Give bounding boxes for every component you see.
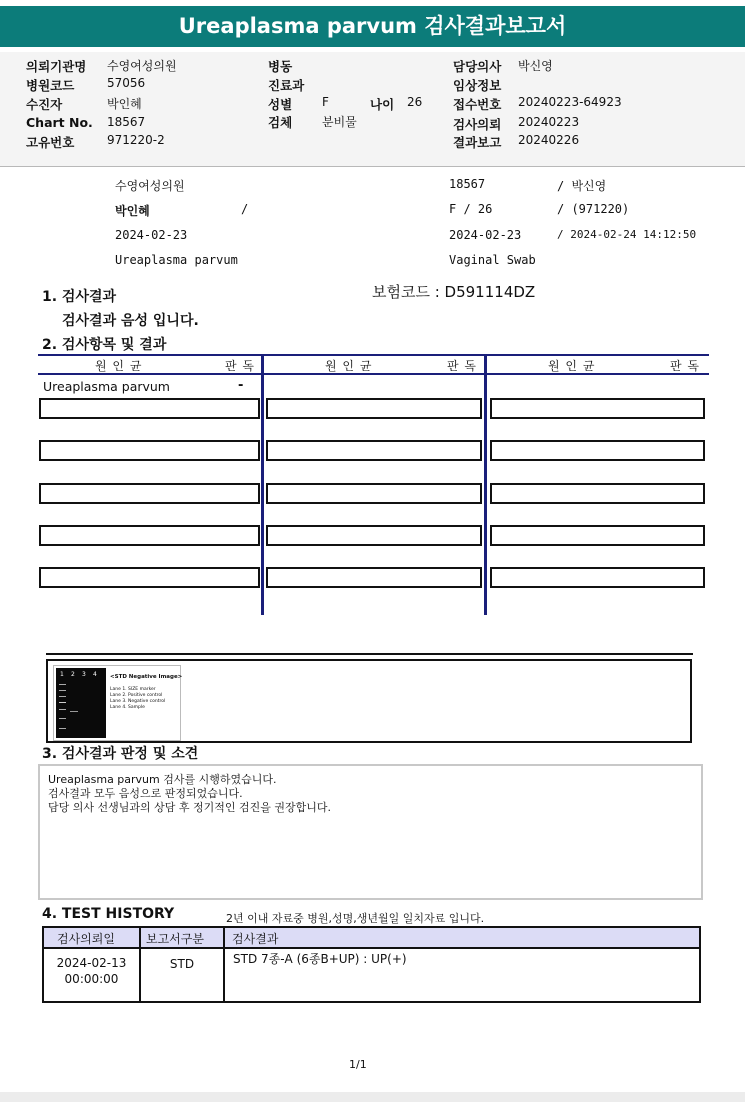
history-header-date: 검사의뢰일 bbox=[57, 932, 115, 946]
label-chart-no: Chart No. bbox=[26, 115, 93, 130]
result-box bbox=[266, 525, 482, 546]
history-header-result: 검사결과 bbox=[232, 932, 279, 946]
result-box bbox=[266, 483, 482, 504]
lane-number: 2 bbox=[71, 671, 75, 678]
gel-lanes bbox=[56, 668, 106, 738]
value-hospital-code: 57056 bbox=[107, 76, 146, 90]
section-4-heading: 4. TEST HISTORY bbox=[42, 906, 175, 922]
value-unique-no: 971220-2 bbox=[107, 133, 165, 147]
result-statement: 검사결과 음성 입니다. bbox=[62, 313, 199, 329]
col-judge-3: 판 독 bbox=[670, 359, 700, 373]
col-judge-1: 판 독 bbox=[225, 359, 255, 373]
history-header-type: 보고서구분 bbox=[146, 932, 204, 946]
header-info-panel bbox=[0, 52, 745, 167]
value-receipt-no: 20240223-64923 bbox=[518, 95, 622, 109]
gel-legend-item: Lane 1. SIZE marker bbox=[110, 687, 156, 692]
value-result-report: 20240226 bbox=[518, 133, 580, 147]
value-sex: F bbox=[322, 95, 329, 109]
result-table-top-rule bbox=[38, 354, 709, 356]
summary-birth: / (971220) bbox=[557, 202, 630, 216]
gel-legend-item: Lane 3. Negative control bbox=[110, 699, 166, 704]
label-patient: 수진자 bbox=[26, 97, 63, 112]
history-col-divider bbox=[223, 928, 225, 1001]
col-organism-1: 원 인 균 bbox=[95, 359, 143, 373]
history-date: 2024-02-13 bbox=[56, 956, 127, 970]
section-2-heading: 2. 검사항목 및 결과 bbox=[42, 337, 167, 353]
history-header-row bbox=[44, 928, 699, 949]
result-box bbox=[266, 440, 482, 461]
label-result-report: 결과보고 bbox=[453, 135, 502, 150]
gel-band bbox=[59, 718, 66, 719]
gel-band bbox=[59, 696, 66, 697]
value-specimen: 분비물 bbox=[322, 115, 357, 129]
value-age: 26 bbox=[407, 95, 423, 109]
summary-test-name: Ureaplasma parvum bbox=[115, 253, 238, 267]
opinion-line: Ureaplasma parvum 검사를 시행하였습니다. bbox=[48, 773, 277, 786]
gel-image bbox=[53, 665, 181, 741]
summary-report-datetime: / 2024-02-24 14:12:50 bbox=[557, 228, 697, 241]
gel-band bbox=[59, 728, 66, 729]
col-organism-3: 원 인 균 bbox=[548, 359, 596, 373]
label-sex: 성별 bbox=[268, 97, 293, 112]
section-3-heading: 3. 검사결과 판정 및 소견 bbox=[42, 746, 199, 762]
report-title: Ureaplasma parvum 검사결과보고서 bbox=[0, 6, 745, 47]
gel-panel-rule bbox=[46, 653, 693, 655]
result-box bbox=[39, 440, 260, 461]
result-organism: Ureaplasma parvum bbox=[43, 379, 170, 394]
lane-number: 3 bbox=[82, 671, 86, 678]
result-box bbox=[490, 483, 705, 504]
result-table-divider-1 bbox=[261, 356, 264, 615]
result-box bbox=[39, 567, 260, 588]
label-clinical-info: 임상정보 bbox=[453, 78, 502, 93]
history-result: STD 7종-A (6종B+UP) : UP(+) bbox=[233, 952, 407, 966]
history-time: 00:00:00 bbox=[64, 972, 119, 986]
result-box bbox=[39, 483, 260, 504]
value-test-request: 20240223 bbox=[518, 115, 580, 129]
page-number: 1/1 bbox=[349, 1058, 367, 1071]
result-table-divider-2 bbox=[484, 356, 487, 615]
col-organism-2: 원 인 균 bbox=[325, 359, 373, 373]
opinion-box bbox=[38, 764, 703, 900]
label-age: 나이 bbox=[370, 97, 395, 112]
result-judgement: - bbox=[238, 378, 244, 393]
label-ward: 병동 bbox=[268, 59, 293, 74]
value-requesting-institution: 수영여성의원 bbox=[107, 59, 177, 73]
summary-patient-slash: / bbox=[241, 202, 249, 216]
history-note: 2년 이내 자료중 병원,성명,생년월일 일치자료 입니다. bbox=[226, 912, 485, 925]
label-receipt-no: 접수번호 bbox=[453, 97, 502, 112]
history-type: STD bbox=[169, 957, 195, 971]
lane-number: 1 bbox=[60, 671, 64, 678]
gel-image-panel bbox=[46, 659, 692, 743]
summary-hospital: 수영여성의원 bbox=[115, 179, 185, 193]
gel-band bbox=[59, 690, 66, 691]
gel-band bbox=[70, 711, 78, 712]
result-box bbox=[490, 398, 705, 419]
label-department: 진료과 bbox=[268, 78, 305, 93]
result-box bbox=[39, 398, 260, 419]
value-patient: 박인혜 bbox=[107, 97, 142, 111]
summary-chart: 18567 bbox=[449, 177, 486, 191]
result-box bbox=[490, 567, 705, 588]
summary-doctor: / 박신영 bbox=[557, 179, 607, 193]
label-unique-no: 고유번호 bbox=[26, 135, 75, 150]
gel-band bbox=[59, 702, 66, 703]
gel-legend-item: Lane 2. Positive control bbox=[110, 693, 163, 698]
result-box bbox=[266, 398, 482, 419]
section-1-heading: 1. 검사결과 bbox=[42, 289, 117, 305]
result-box bbox=[490, 525, 705, 546]
gel-band bbox=[59, 684, 66, 685]
result-box bbox=[490, 440, 705, 461]
summary-patient: 박인혜 bbox=[115, 204, 150, 218]
label-physician: 담당의사 bbox=[453, 59, 502, 74]
summary-date-1: 2024-02-23 bbox=[115, 228, 188, 242]
gel-legend-item: Lane 4. Sample bbox=[110, 705, 145, 710]
result-box bbox=[266, 567, 482, 588]
summary-sex-age: F / 26 bbox=[449, 202, 493, 216]
footer-bar bbox=[0, 1092, 745, 1102]
lane-number: 4 bbox=[93, 671, 97, 678]
summary-specimen: Vaginal Swab bbox=[449, 253, 536, 267]
opinion-line: 검사결과 모두 음성으로 판정되었습니다. bbox=[48, 787, 243, 800]
insurance-code: 보험코드 : D591114DZ bbox=[372, 283, 536, 301]
label-specimen: 검체 bbox=[268, 115, 293, 130]
gel-title: <STD Negative Image> bbox=[110, 674, 183, 680]
gel-band bbox=[59, 709, 66, 710]
summary-date-2: 2024-02-23 bbox=[449, 228, 522, 242]
label-test-request: 검사의뢰 bbox=[453, 117, 502, 132]
label-hospital-code: 병원코드 bbox=[26, 78, 75, 93]
history-table bbox=[42, 926, 701, 1003]
opinion-line: 담당 의사 선생님과의 상담 후 정기적인 검진을 권장합니다. bbox=[48, 801, 331, 814]
label-requesting-institution: 의뢰기관명 bbox=[26, 59, 87, 74]
value-chart-no: 18567 bbox=[107, 115, 146, 129]
col-judge-2: 판 독 bbox=[447, 359, 477, 373]
value-physician: 박신영 bbox=[518, 59, 553, 73]
result-box bbox=[39, 525, 260, 546]
